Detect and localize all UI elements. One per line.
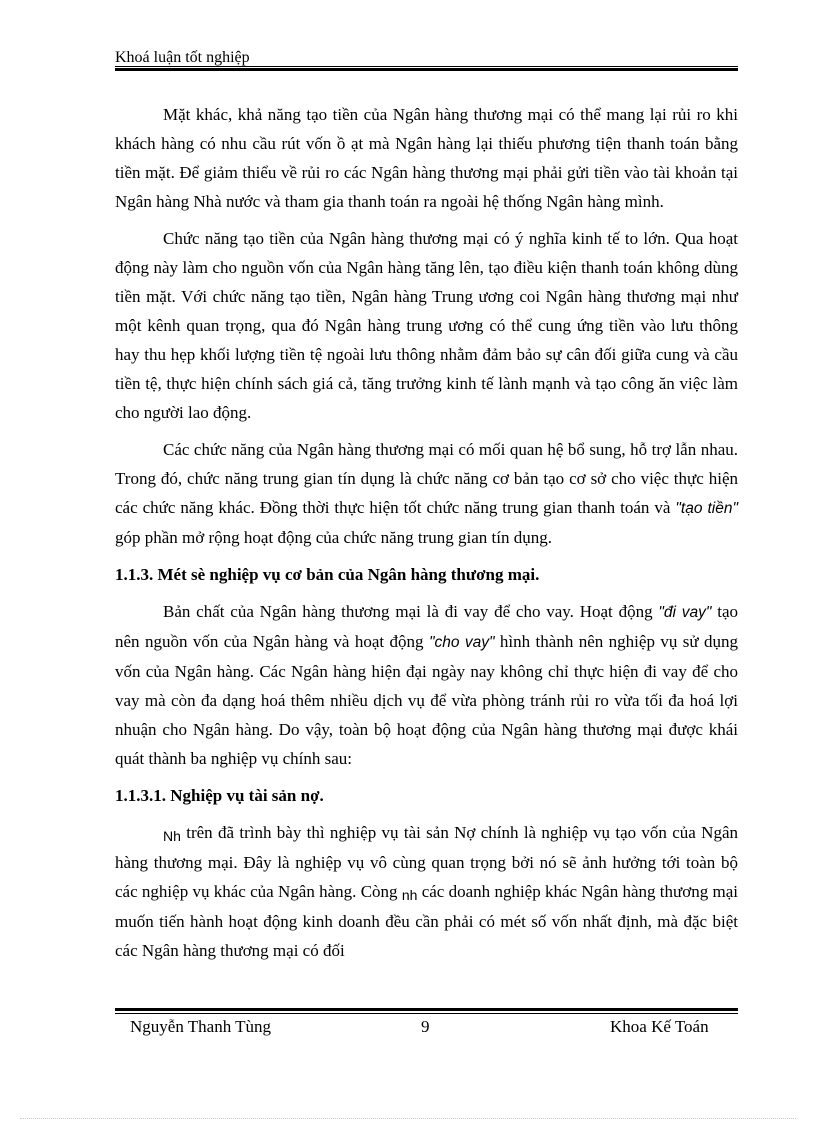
footer-page-number: 9 — [421, 1017, 430, 1036]
paragraph-4-text-b: tạo nên nguồn vốn của Ngân hàng và hoạt động — [115, 602, 738, 651]
footer-department: Khoa Kế Toán — [610, 1017, 709, 1036]
footer-rule-thick — [115, 1008, 738, 1011]
section-heading-1-1-3-1: 1.1.3.1. Nghiệp vụ tài sản nợ. — [115, 786, 324, 805]
paragraph-5 — [115, 818, 738, 965]
paragraph-3-emphasis: "tạo tiền" — [675, 500, 738, 517]
paragraph-4-text-c: hình thành nên nghiệp vụ sử dụng vốn của Ngân hàng. Các Ngân hàng hiện đại ngày nay không chỉ thực hiện đi vay để cho vay mà còn đa dạng hoá thêm nhiều dịch vụ để vừa phòng tránh rủi ro vừa tối đa hoá lợi nhuận cho Ngân hàng. Do vậy, toàn bộ hoạt động của Ngân hàng thương mại được khái quát thành ba nghiệp vụ chính sau: — [115, 632, 738, 768]
paragraph-4 — [115, 597, 738, 773]
paragraph-3-text-b: góp phần mở rộng hoạt động của chức năng trung gian tín dụng. — [115, 528, 552, 547]
footer-rule-thin — [115, 1013, 738, 1014]
header-rule-thin — [115, 66, 738, 67]
header-title: Khoá luận tốt nghiệp — [115, 49, 250, 66]
paragraph-5-text-a: trên đã trình bày thì nghiệp vụ tài sản Nợ chính là nghiệp vụ tạo vốn của Ngân hàng thương mại. Đây là nghiệp vụ vô cùng quan trọng bởi nó sẽ ảnh hưởng tới toàn bộ các nghiệp vụ khác của Ngân hàng. Còng — [115, 823, 738, 901]
paragraph-4-emphasis-di-vay: "đi vay" — [658, 604, 712, 621]
section-heading-1-1-3: 1.1.3. Mét sè nghiệp vụ cơ bản của Ngân hàng thương mại. — [115, 565, 540, 584]
paragraph-5-text-b: các doanh nghiệp khác Ngân hàng thương mại muốn tiến hành hoạt động kinh doanh đều cần phải có mét số vốn nhất định, mà đặc biệt các Ngân hàng thương mại có đối — [115, 882, 739, 960]
paragraph-5-nh-1: Nh — [163, 828, 181, 844]
footer-author: Nguyễn Thanh Tùng — [130, 1017, 272, 1036]
paragraph-1: Mặt khác, khả năng tạo tiền của Ngân hàng thương mại có thể mang lại rủi ro khi khách hàng có nhu cầu rút vốn ồ ạt mà Ngân hàng lại thiếu phương tiện thanh toán bằng tiền mặt. Để giảm thiểu về rủi ro các Ngân hàng thương mại phải gửi tiền vào tài khoản tại Ngân hàng Nhà nước và tham gia thanh toán ra ngoài hệ thống Ngân hàng mình. — [115, 105, 738, 211]
paragraph-5-nh-2: nh — [401, 887, 418, 903]
paragraph-3 — [115, 435, 738, 552]
page-bottom-dotted-line — [20, 1118, 796, 1119]
body-text — [115, 100, 738, 973]
paragraph-2: Chức năng tạo tiền của Ngân hàng thương mại có ý nghĩa kinh tế to lớn. Qua hoạt động này làm cho nguồn vốn của Ngân hàng tăng lên, tạo điều kiện thanh toán không dùng tiền mặt. Với chức năng tạo tiền, Ngân hàng Trung ương coi Ngân hàng thương mại như một kênh quan trọng, qua đó Ngân hàng trung ương có thể cung ứng tiền vào lưu thông hay thu hẹp khối lượng tiền tệ ngoài lưu thông nhằm đảm bảo sự cân đối giữa cung và cầu tiền tệ, thực hiện chính sách giá cả, tăng trưởng kinh tế lành mạnh và tạo công ăn việc làm cho người lao động. — [115, 229, 738, 422]
paragraph-3-text-a: Các chức năng của Ngân hàng thương mại có mối quan hệ bổ sung, hỗ trợ lẫn nhau. Trong đó, chức năng trung gian tín dụng là chức năng cơ bản tạo cơ sở cho việc thực hiện các chức năng khác. Đồng thời thực hiện tốt chức năng trung gian thanh toán và — [115, 440, 738, 517]
paragraph-4-text-a: Bản chất của Ngân hàng thương mại là đi vay để cho vay. Hoạt động — [163, 602, 659, 621]
paragraph-4-emphasis-cho-vay: "cho vay" — [428, 634, 495, 651]
header-rule-thick — [115, 68, 738, 71]
